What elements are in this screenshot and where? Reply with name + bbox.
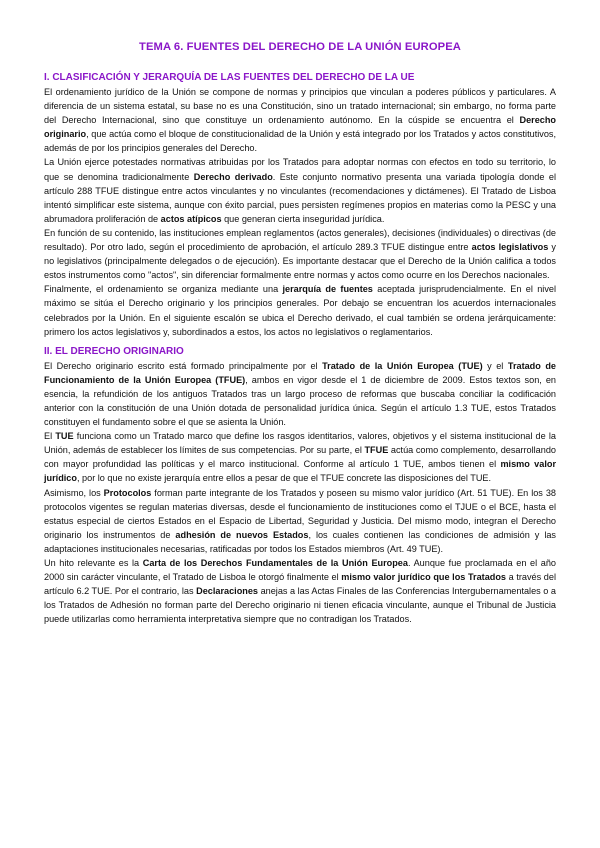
paragraph [44,556,556,626]
paragraph [44,282,556,338]
text-run: En función de su contenido, las instituciones emplean reglamentos (actos generales), decisiones (individuales) o directivas (de resultado). Por otro lado, según el procedimiento de aprobación, el artículo 289.3 TFUE distingue entre [44,227,556,253]
text-run: Un hito relevante es la [44,558,143,568]
bold-term: Carta de los Derechos Fundamentales de la Unión Europea [142,558,408,568]
section-derecho-originario [44,345,556,627]
text-run: La Unión ejerce potestades normativas atribuidas por los Tratados para adoptar normas con efectos en todo su territorio, lo que se denomina tradicionalmente [44,157,556,182]
paragraph [44,486,556,556]
bold-term: adhesión de nuevos Estados [175,529,309,540]
text-run: , ambos en vigor desde el 1 de diciembre de 2009. Estos textos son, en esencia, la refundición de los antiguos Tratados tras un largo proceso de reformas que buscaba conciliar la codificación anterior con la constitución de una Unión dotada de personalidad jurídica única. Según el artículo 1.3 TUE, estos Tratados constituyen el fundamento sobre el que se asienta la Unión. [44,374,556,428]
bold-term: mismo valor jurídico que los Tratados [341,572,507,583]
text-run: Asimismo, los [44,487,104,498]
bold-term: Derecho originario [44,115,556,140]
paragraph [44,429,556,485]
bold-term: TFUE [364,445,389,456]
paragraph [44,226,556,282]
text-run: a través del artículo 6.2 TUE. Por el contrario, las [44,572,556,597]
bold-term: Tratado de la Unión Europea (TUE) [322,360,483,371]
text-run: funciona como un Tratado marco que define los rasgos identitarios, valores, objetivos y el sistema institucional de la Unión, además de establecer los límites de sus competencias. Por su parte, el [44,431,556,456]
paragraph [44,85,556,155]
text-run: actúa como complemento, desarrollando con mayor profundidad las políticas y el marco institucional. Conforme al artículo 1 TUE, ambos tienen el [44,445,556,470]
text-run: y el [482,360,508,371]
text-run: , que actúa como el bloque de constitucionalidad de la Unión y está integrado por los Tratados y actos constitutivos, además de por los principios generales del Derecho. [44,129,556,154]
bold-term: Declaraciones [196,586,259,597]
text-run: Finalmente, el ordenamiento se organiza mediante una [44,284,283,295]
bold-term: Protocolos [103,487,152,498]
text-run: El [44,431,56,442]
section-heading-1: I. CLASIFICACIÓN Y JERARQUÍA DE LAS FUENTES DEL DERECHO DE LA UE [44,72,415,83]
bold-term: Tratado de Funcionamiento de la Unión Europea (TFUE) [44,360,557,385]
text-run: forman parte integrante de los Tratados y poseen su mismo valor jurídico (Art. 51 TUE). En los 38 protocolos vigentes se regulan materias diversas, desde el funcionamiento de instituciones como el TJUE o el BCE, hasta el estatus especial de ciertos Estados en el Espacio de Libertad, Seguridad y Justicia. Del mismo modo, integran el Derecho originario los instrumentos de [44,487,556,540]
bold-term: TUE [55,431,74,442]
text-run: El ordenamiento jurídico de la Unión se compone de normas y principios que vinculan a poderes públicos y particulares. A diferencia de un sistema estatal, su base no es una Constitución, sino un tratado internacional; sin embargo, no forma parte del Derecho Internacional, sino que constituye un ordenamiento autónomo. En la cúspide se encuentra el [44,87,556,126]
text-run: aceptada jurisprudencialmente. En el nivel máximo se sitúa el Derecho originario y los principios generales. Por debajo se encuentran los acuerdos internacionales celebrados por la Unión. En el siguiente escalón se ubica el Derecho derivado, el cual también se ordena jerárquicamente: primero los actos legislativos y, subordinados a estos, los actos no legislativos o reglamentarios. [44,284,556,337]
section-clasificacion [44,71,556,339]
bold-term: Derecho derivado [193,171,273,182]
text-run: . Aunque fue proclamada en el año 2000 sin carácter vinculante, el Tratado de Lisboa le otorgó finalmente el [44,558,556,583]
document-page [44,40,556,626]
text-run: que generan cierta inseguridad jurídica. [221,213,385,224]
page-title: TEMA 6. FUENTES DEL DERECHO DE LA UNIÓN EUROPEA [139,41,461,53]
text-run: anejas a las Actas Finales de las Conferencias Intergubernamentales o a los Tratados de Adhesión no forman parte del Derecho originario ni tienen eficacia vinculante, aunque el Tribunal de Justicia puede utilizarlas como herramienta interpretativa siempre que no contradigan los Tratados. [44,586,556,625]
text-run: El Derecho originario escrito está formado principalmente por el [44,360,323,371]
paragraph [44,155,556,225]
bold-term: actos atípicos [160,213,222,224]
text-run: y no legislativos (principalmente delegados o de ejecución). Es importante destacar que el Derecho de la Unión califica a todos estos instrumentos como "actos", sin diferenciar formalmente entre normas y actos como ocurre en los Derechos nacionales. [44,242,556,281]
bold-term: actos legislativos [471,242,549,253]
paragraph [44,359,556,429]
section-heading-2: II. EL DERECHO ORIGINARIO [44,345,184,357]
text-run: , por lo que no existe jerarquía entre ellos a pesar de que el TFUE concrete las disposiciones del TUE. [76,473,492,484]
bold-term: jerarquía de fuentes [282,284,373,295]
text-run: . Este conjunto normativo presenta una variada tipología donde el artículo 288 TFUE distingue entre actos vinculantes y no vinculantes (recomendaciones y dictámenes). El Tratado de Lisboa intentó simplificar este sistema, aunque con éxito parcial, pues persisten regímenes propios en materias como la PESC y una abrumadora proliferación de [44,171,556,224]
bold-term: mismo valor jurídico [44,459,556,484]
text-run: , los cuales contienen las condiciones de admisión y las adaptaciones institucionales necesarias, ratificadas por todos los Estados miembros (Art. 49 TUE). [44,529,556,554]
